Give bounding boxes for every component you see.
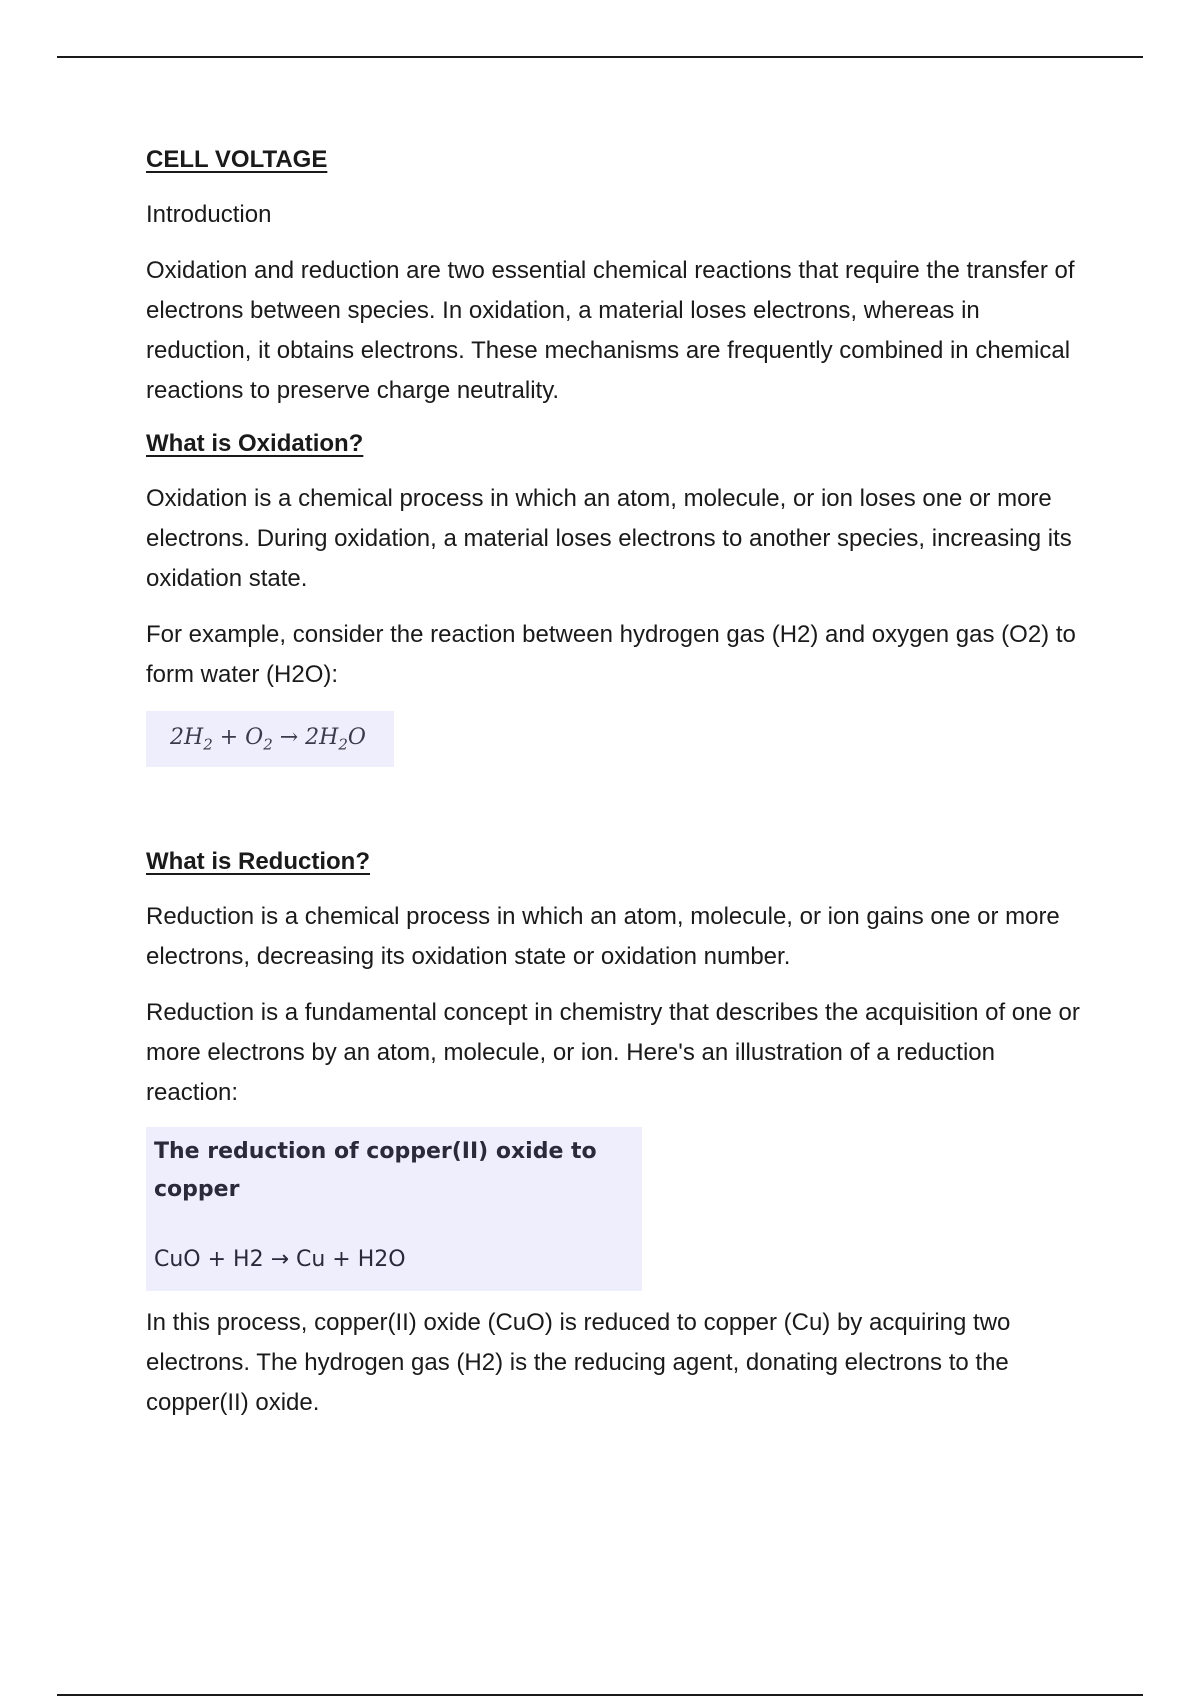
example-equation: CuO + H2 → Cu + H2O <box>154 1247 406 1273</box>
intro-label: Introduction <box>146 201 272 228</box>
footer-rule <box>57 1694 1143 1696</box>
oxidation-paragraph-1: Oxidation is a chemical process in which an atom, molecule, or ion loses one or more electrons. During oxidation, a material loses electrons to another species, increasing its oxidation state. <box>146 485 1072 592</box>
example-title: The reduction of copper(II) oxide to copper <box>154 1139 597 1203</box>
reduction-paragraph-3: In this process, copper(II) oxide (CuO) is reduced to copper (Cu) by acquiring two electrons. The hydrogen gas (H2) is the reducing agent, donating electrons to the copper(II) oxide. <box>146 1309 1011 1417</box>
header-rule <box>57 56 1143 58</box>
reduction-paragraph-2: Reduction is a fundamental concept in chemistry that describes the acquisition of one or more electrons by an atom, molecule, or ion. Here's an illustration of a reduction reaction: <box>146 999 1080 1107</box>
oxidation-heading: What is Oxidation? <box>146 430 364 457</box>
reduction-paragraph-1: Reduction is a chemical process in which an atom, molecule, or ion gains one or more electrons, decreasing its oxidation state or oxidation number. <box>146 903 1060 971</box>
intro-paragraph: Oxidation and reduction are two essential chemical reactions that require the transfer of electrons between species. In oxidation, a material loses electrons, whereas in reduction, it obtains electrons. These mechanisms are frequently combined in chemical reactions to preserve charge neutrality. <box>146 257 1075 404</box>
reduction-example-box <box>146 1127 642 1291</box>
reduction-heading: What is Reduction? <box>146 848 370 876</box>
oxidation-paragraph-2: For example, consider the reaction between hydrogen gas (H2) and oxygen gas (O2) to form water (H2O): <box>146 621 1076 688</box>
document-body <box>146 143 1086 1423</box>
page-title: CELL VOLTAGE <box>146 146 328 173</box>
oxidation-equation: $2H_2 + O_2 \to 2H_2O$ <box>146 711 394 767</box>
